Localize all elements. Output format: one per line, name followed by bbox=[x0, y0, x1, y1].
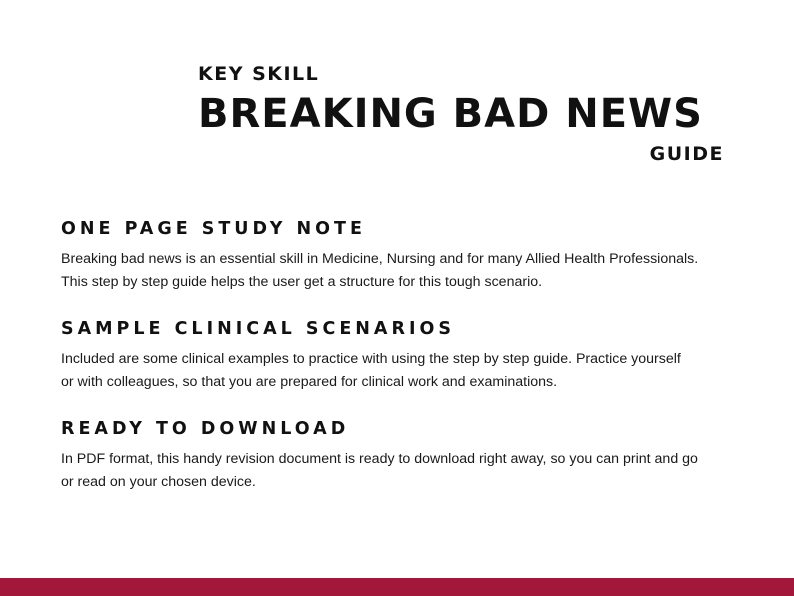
section-body bbox=[61, 348, 741, 394]
body-line: This step by step guide helps the user get a structure for this tough scenario. bbox=[61, 274, 543, 290]
body-line: In PDF format, this handy revision document is ready to download right away, so you can print and go bbox=[61, 451, 698, 467]
section-ready-to-download bbox=[61, 416, 741, 494]
body-line: Breaking bad news is an essential skill in Medicine, Nursing and for many Allied Health Professionals. bbox=[61, 251, 699, 267]
body-line: or read on your chosen device. bbox=[61, 474, 256, 490]
section-heading: ONE PAGE STUDY NOTE bbox=[61, 219, 366, 239]
section-body bbox=[61, 448, 741, 494]
page-header bbox=[198, 60, 738, 168]
page-subtitle: GUIDE bbox=[649, 143, 724, 165]
page-title: BREAKING BAD NEWS bbox=[198, 91, 703, 137]
body-line: Included are some clinical examples to practice with using the step by step guide. Practice yourself bbox=[61, 351, 681, 367]
section-clinical-scenarios bbox=[61, 316, 741, 394]
kicker-label: KEY SKILL bbox=[198, 63, 320, 85]
section-study-note bbox=[61, 216, 741, 294]
footer-accent-bar bbox=[0, 578, 794, 596]
section-heading: READY TO DOWNLOAD bbox=[61, 419, 350, 439]
section-heading: SAMPLE CLINICAL SCENARIOS bbox=[61, 319, 455, 339]
section-body bbox=[61, 248, 741, 294]
body-line: or with colleagues, so that you are prepared for clinical work and examinations. bbox=[61, 374, 558, 390]
